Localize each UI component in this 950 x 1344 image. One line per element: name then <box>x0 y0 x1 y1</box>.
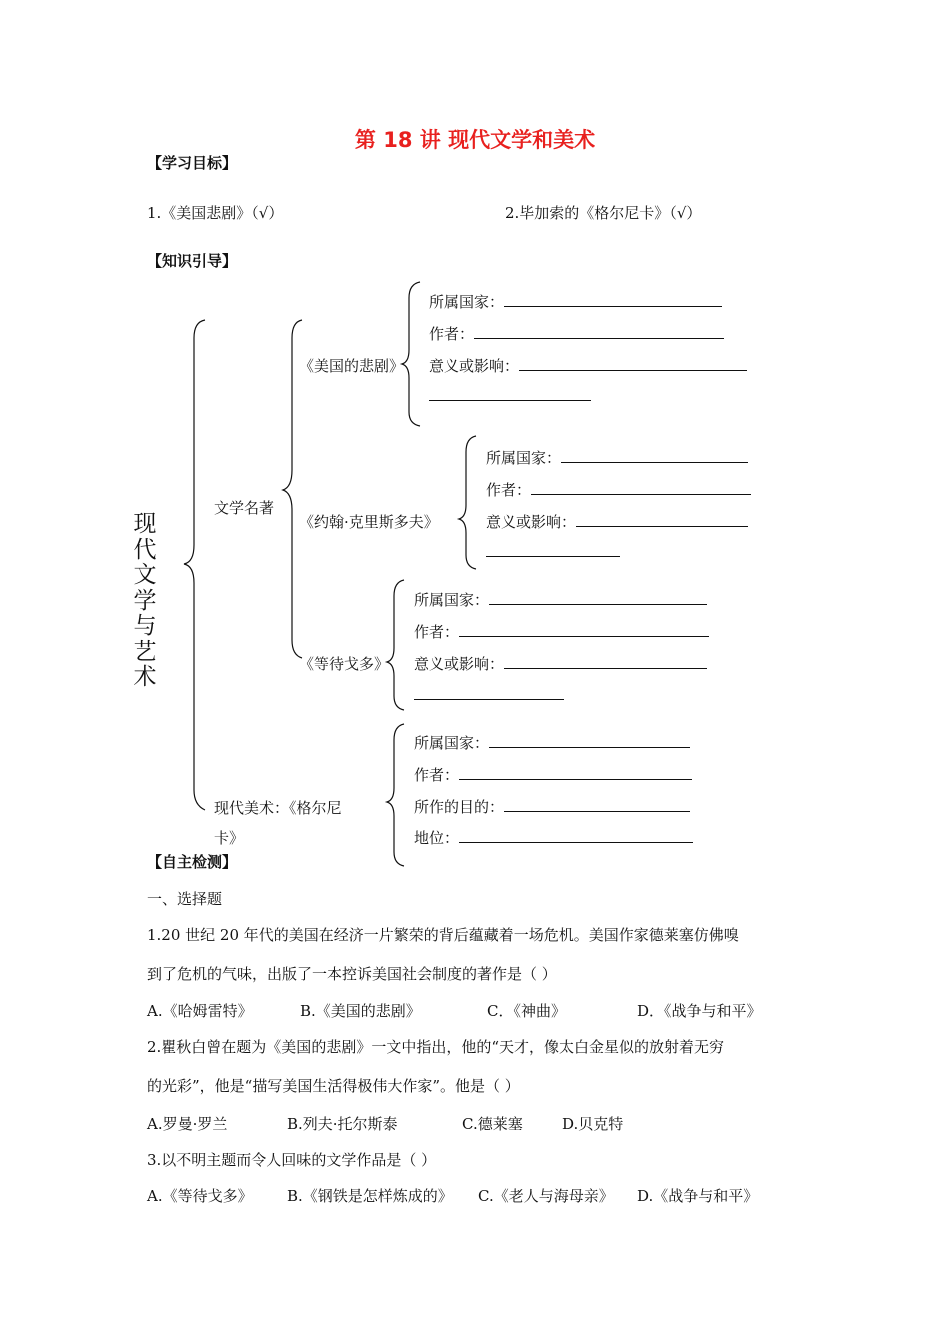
answer-blank[interactable] <box>429 386 591 401</box>
field-label: 所作的目的： <box>414 798 505 816</box>
field-label: 作者： <box>429 325 475 343</box>
field-label: 作者： <box>414 766 460 784</box>
field-row <box>429 386 591 405</box>
answer-blank[interactable] <box>531 480 751 495</box>
field-label: 意义或影响： <box>486 513 577 531</box>
field-label: 所属国家： <box>429 293 505 311</box>
mindmap-root-label: 现代文学与艺术 <box>133 511 157 690</box>
question-2-option-c[interactable]: C.德莱塞 <box>462 1115 523 1133</box>
answer-blank[interactable] <box>459 765 692 780</box>
answer-blank[interactable] <box>414 685 564 700</box>
work-label-1: 《美国的悲剧》 <box>299 357 405 375</box>
field-row <box>414 732 690 753</box>
literature-label: 文学名著 <box>214 499 275 517</box>
answer-blank[interactable] <box>519 356 747 371</box>
question-3-option-c[interactable]: C.《老人与海母亲》 <box>478 1187 614 1205</box>
answer-blank[interactable] <box>486 542 620 557</box>
question-3-text: 3.以不明主题而令人回味的文学作品是（ ） <box>147 1151 437 1169</box>
question-2-option-a[interactable]: A.罗曼·罗兰 <box>147 1115 228 1133</box>
root-brace <box>184 320 205 810</box>
field-row <box>414 685 564 704</box>
field-label: 地位： <box>414 829 460 847</box>
answer-blank[interactable] <box>576 512 748 527</box>
field-row <box>486 479 751 500</box>
work-label-2: 《约翰·克里斯多夫》 <box>299 513 439 531</box>
section-guide-heading: 【知识引导】 <box>147 252 238 270</box>
section-goals-heading: 【学习目标】 <box>147 154 238 172</box>
field-label: 所属国家： <box>414 591 490 609</box>
page-title: 第 18 讲 现代文学和美术 <box>354 128 596 152</box>
answer-blank[interactable] <box>459 828 693 843</box>
work2-brace <box>459 436 476 569</box>
field-row <box>486 447 748 468</box>
goal-item-2: 2.毕加索的《格尔尼卡》（√） <box>505 204 702 222</box>
answer-blank[interactable] <box>474 324 724 339</box>
field-row <box>414 621 709 642</box>
field-label: 所属国家： <box>486 449 562 467</box>
goal-item-1: 1.《美国悲剧》（√） <box>147 204 284 222</box>
question-2-text-cont: 的光彩”，他是“描写美国生活得极伟大作家”。他是（ ） <box>147 1077 520 1095</box>
answer-blank[interactable] <box>561 448 748 463</box>
field-label: 意义或影响： <box>429 357 520 375</box>
question-3-option-a[interactable]: A.《等待戈多》 <box>147 1187 253 1205</box>
field-row <box>429 291 722 312</box>
field-row <box>486 511 748 532</box>
quiz-part-title: 一、选择题 <box>147 890 223 908</box>
art-label-line2: 卡》 <box>214 829 245 847</box>
answer-blank[interactable] <box>489 733 690 748</box>
field-row <box>429 323 724 344</box>
section-selfcheck-heading: 【自主检测】 <box>147 853 238 871</box>
field-row <box>486 542 620 561</box>
answer-blank[interactable] <box>504 654 707 669</box>
question-3-option-d[interactable]: D.《战争与和平》 <box>637 1187 759 1205</box>
question-1-option-d[interactable]: D．《战争与和平》 <box>637 1002 762 1020</box>
art-brace <box>387 724 404 866</box>
work-label-3: 《等待戈多》 <box>299 655 390 673</box>
field-row <box>414 796 690 817</box>
question-1-option-c[interactable]: C．《神曲》 <box>487 1002 566 1020</box>
field-row <box>414 764 692 785</box>
field-row <box>414 589 707 610</box>
field-row <box>414 653 707 674</box>
answer-blank[interactable] <box>504 797 690 812</box>
field-row <box>414 827 693 848</box>
field-label: 作者： <box>486 481 532 499</box>
question-2-text: 2.瞿秋白曾在题为《美国的悲剧》一文中指出，他的“天才，像太白金星似的放射着无穷 <box>147 1038 724 1056</box>
field-label: 所属国家： <box>414 734 490 752</box>
field-row <box>429 355 747 376</box>
answer-blank[interactable] <box>489 590 707 605</box>
answer-blank[interactable] <box>459 622 709 637</box>
question-1-option-a[interactable]: A.《哈姆雷特》 <box>147 1002 253 1020</box>
question-1-text-cont: 到了危机的气味，出版了一本控诉美国社会制度的著作是（ ） <box>147 965 557 983</box>
work1-brace <box>402 282 420 426</box>
question-3-option-b[interactable]: B.《钢铁是怎样炼成的》 <box>287 1187 453 1205</box>
question-2-option-d[interactable]: D.贝克特 <box>562 1115 624 1133</box>
question-1-text: 1.20 世纪 20 年代的美国在经济一片繁荣的背后蕴藏着一场危机。美国作家德莱塞仿佛嗅 <box>147 926 739 944</box>
question-1-option-b[interactable]: B.《美国的悲剧》 <box>300 1002 421 1020</box>
work3-brace <box>387 580 404 710</box>
answer-blank[interactable] <box>504 292 722 307</box>
field-label: 意义或影响： <box>414 655 505 673</box>
question-2-option-b[interactable]: B.列夫·托尔斯泰 <box>287 1115 398 1133</box>
art-label-line1: 现代美术：《格尔尼 <box>214 799 342 817</box>
field-label: 作者： <box>414 623 460 641</box>
